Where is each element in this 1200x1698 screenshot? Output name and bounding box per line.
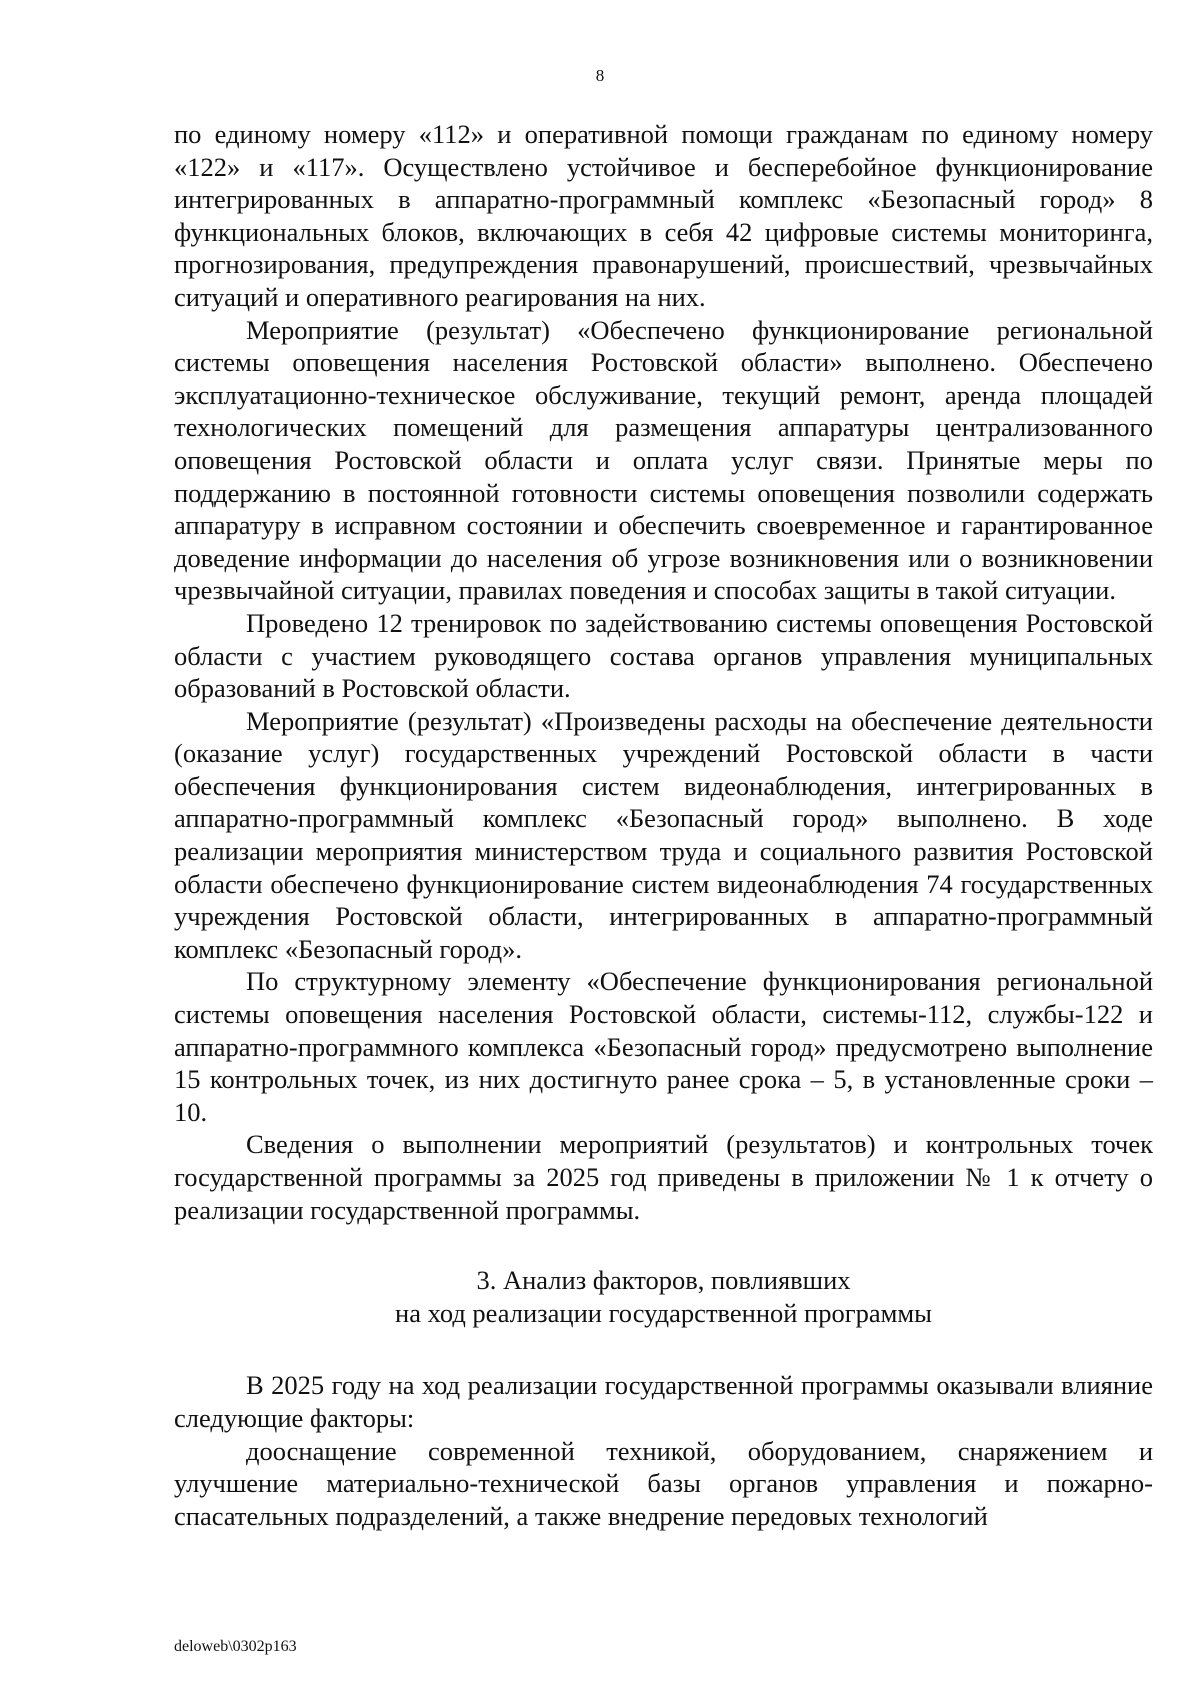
paragraph-2: Мероприятие (результат) «Обеспечено функционирование региональной системы оповещения населения Ростовской области» выполнено. Обеспечено эксплуатационно-техническое обслуживание, текущий ремонт, аренда площадей технологических помещений для размещения аппаратуры централизованного оповещения Ростовской области и оплата услуг связи. Принятые меры по поддержанию в постоянной готовности системы оповещения позволили содержать аппаратуру в исправном состоянии и обеспечить своевременное и гарантированное доведение информации до населения об угрозе возникновения или о возникновении чрезвычайной ситуации, правилах поведения и способах защиты в такой ситуации. bbox=[174, 314, 1153, 606]
paragraph-5: По структурному элементу «Обеспечение функционирования региональной системы оповещения населения Ростовской области, системы-112, службы-122 и аппаратно-программного комплекса «Безопасный город» предусмотрено выполнение 15 контрольных точек, из них достигнуто ранее срока – 5, в установленные сроки – 10. bbox=[174, 966, 1153, 1127]
paragraph-1: по единому номеру «112» и оперативной помощи гражданам по единому номеру «122» и «117». Осуществлено устойчивое и бесперебойное функционирование интегрированных в аппаратно-программный комплекс «Безопасный город» 8 функциональных блоков, включающих в себя 42 цифровые системы мониторинга, прогнозирования, предупреждения правонарушений, происшествий, чрезвычайных ситуаций и оперативного реагирования на них. bbox=[174, 119, 1153, 312]
paragraph-4: Мероприятие (результат) «Произведены расходы на обеспечение деятельности (оказание услуг) государственных учреждений Ростовской области в части обеспечения функционирования систем видеонаблюдения, интегрированных в аппаратно-программный комплекс «Безопасный город» выполнено. В ходе реализации мероприятия министерством труда и социального развития Ростовской области обеспечено функционирование систем видеонаблюдения 74 государственных учреждения Ростовской области, интегрированных в аппаратно-программный комплекс «Безопасный город». bbox=[174, 705, 1153, 964]
section-heading-line-2: на ход реализации государственной программы bbox=[395, 1297, 932, 1328]
paragraph-3: Проведено 12 тренировок по задействованию системы оповещения Ростовской области с участием руководящего состава органов управления муниципальных образований в Ростовской области. bbox=[174, 607, 1153, 704]
document-footer-code: deloweb\0302p163 bbox=[174, 1638, 297, 1655]
section-heading-line-1: 3. Анализ факторов, повлиявших bbox=[476, 1265, 851, 1296]
paragraph-8: дооснащение современной техникой, оборудованием, снаряжением и улучшение материально-технической базы органов управления и пожарно-спасательных подразделений, а также внедрение передовых технологий bbox=[174, 1435, 1153, 1531]
document-body bbox=[174, 118, 1153, 1532]
paragraph-7: В 2025 году на ход реализации государственной программы оказывали влияние следующие факторы: bbox=[174, 1370, 1153, 1433]
section-heading bbox=[174, 1264, 1153, 1329]
page-number: 8 bbox=[595, 66, 605, 85]
paragraph-6: Сведения о выполнении мероприятий (результатов) и контрольных точек государственной программы за 2025 год приведены в приложении № 1 к отчету о реализации государственной программы. bbox=[174, 1129, 1153, 1225]
